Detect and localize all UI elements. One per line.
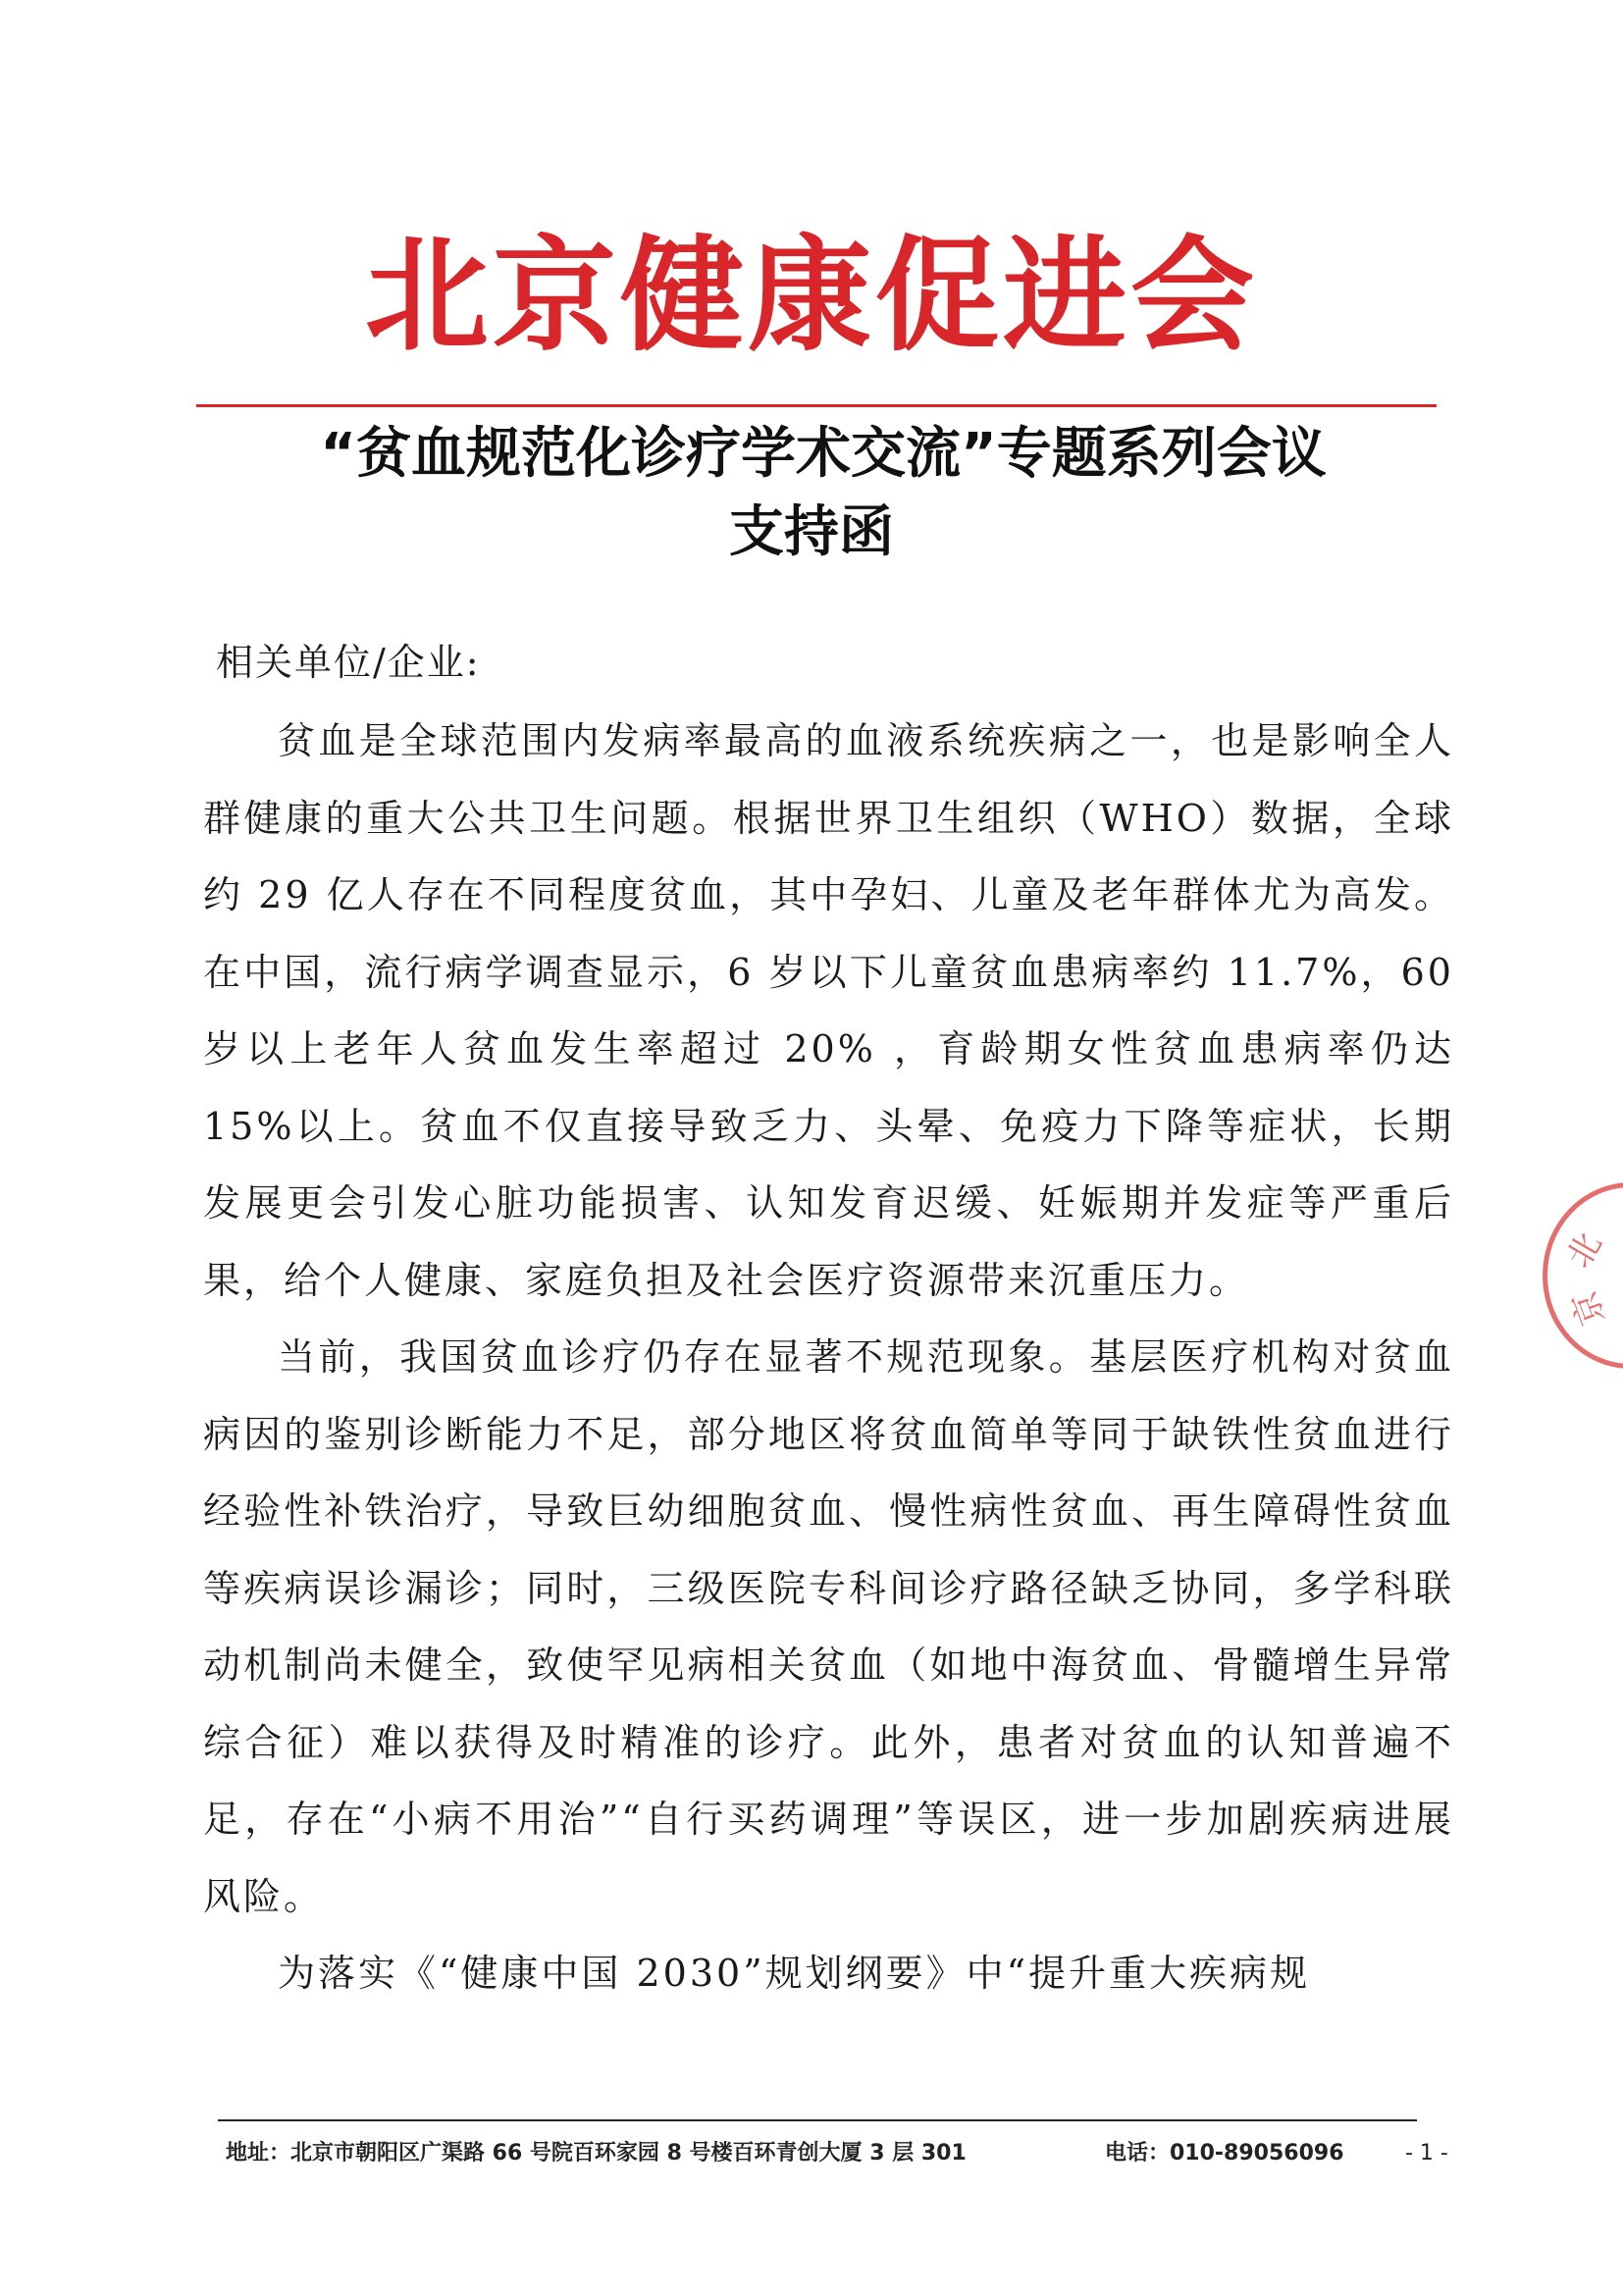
- document-title: “贫血规范化诊疗学术交流”专题系列会议: [320, 422, 1327, 486]
- paragraph: 当前，我国贫血诊疗仍存在显著不规范现象。基层医疗机构对贫血病因的鉴别诊断能力不足，部分地区将贫血简单等同于缺铁性贫血进行经验性补铁治疗，导致巨幼细胞贫血、慢性病性贫血、再生障碍性贫血等疾病误诊漏诊；同时，三级医院专科间诊疗路径缺乏协同，多学科联动机制尚未健全，致使罕见病相关贫血（如地中海贫血、骨髓增生异常综合征）难以获得及时精准的诊疗。此外，患者对贫血的认知普遍不足，存在“小病不用治”“自行买药调理”等误区，进一步加剧疾病进展风险。: [203, 1335, 1454, 1918]
- official-seal-stamp: [1543, 1182, 1623, 1369]
- salutation: 相关单位/企业:: [216, 641, 481, 684]
- seal-char: 京: [1564, 1285, 1613, 1331]
- letterhead-org-name: 北京健康促进会: [365, 224, 1258, 368]
- letterhead-divider: [196, 404, 1437, 407]
- footer-divider: [218, 2119, 1417, 2121]
- paragraph: 贫血是全球范围内发病率最高的血液系统疾病之一，也是影响全人群健康的重大公共卫生问题。根据世界卫生组织（WHO）数据，全球约 29 亿人存在不同程度贫血，其中孕妇、儿童及老年群体尤为高发。在中国，流行病学调查显示，6 岁以下儿童贫血患病率约 11.7%，60 岁以上老年人贫血发生率超过 20% ，育龄期女性贫血患病率仍达 15%以上。贫血不仅直接导致乏力、头晕、免疫力下降等症状，长期发展更会引发心脏功能损害、认知发育迟缓、妊娠期并发症等严重后果，给个人健康、家庭负担及社会医疗资源带来沉重压力。: [203, 719, 1454, 1302]
- paragraph: 为落实《“健康中国 2030”规划纲要》中“提升重大疾病规: [278, 1952, 1311, 1995]
- document-subtitle: 支持函: [729, 500, 894, 564]
- footer-address: 地址：北京市朝阳区广渠路 66 号院百环家园 8 号楼百环青创大厦 3 层 301: [226, 2141, 967, 2166]
- letter-body: [203, 703, 1454, 2012]
- footer-phone: 电话：010-89056096: [1105, 2141, 1344, 2166]
- page-number: - 1 -: [1405, 2141, 1448, 2166]
- seal-char: 北: [1559, 1226, 1610, 1275]
